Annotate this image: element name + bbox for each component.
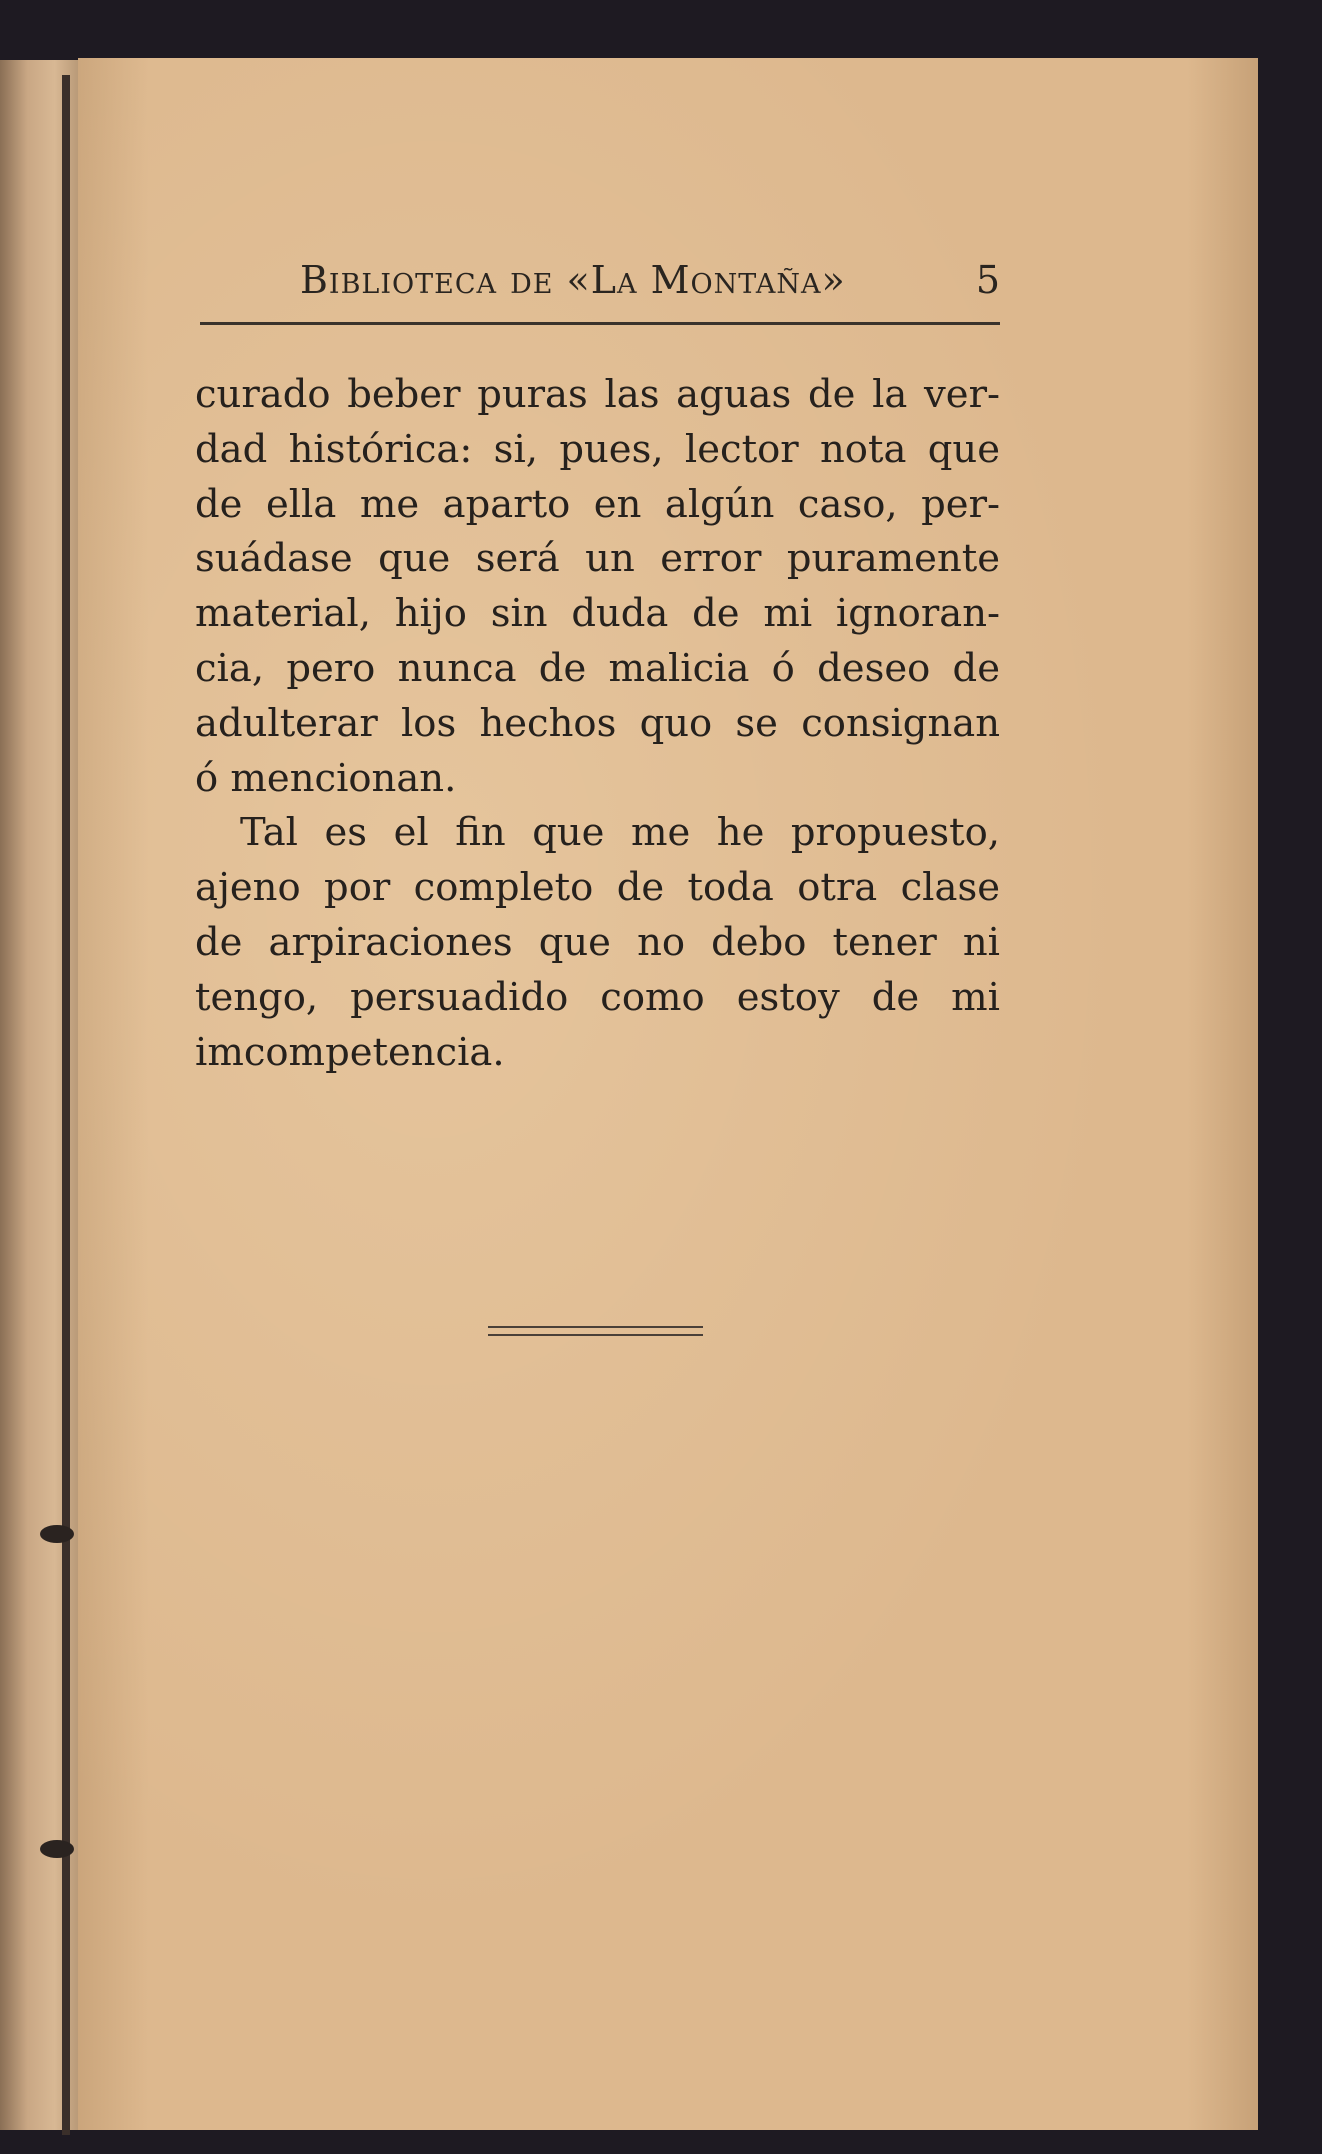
- text-line: dad histórica: si, pues, lector nota que: [195, 426, 1000, 472]
- text-line: de ella me aparto en algún caso, per-: [195, 481, 1000, 527]
- header-rule: [200, 322, 1000, 325]
- running-title: Biblioteca de «La Montaña»: [300, 258, 846, 302]
- text-line: curado beber puras las aguas de la ver-: [195, 372, 1000, 417]
- text-line: adulterar los hechos quo se consignan: [195, 700, 1000, 746]
- body-text: [195, 368, 1000, 1080]
- text-line: ó mencionan.: [195, 755, 457, 801]
- text-line: tengo, persuadido como estoy de mi: [195, 974, 1000, 1020]
- page-header: [300, 258, 1000, 308]
- text-line: cia, pero nunca de malicia ó deseo de: [195, 645, 1000, 691]
- text-line: material, hijo sin duda de mi ignoran-: [195, 591, 1000, 637]
- text-line: imcompetencia.: [195, 1029, 505, 1075]
- binding-stitch: [40, 1840, 74, 1858]
- ornamental-divider: [488, 1326, 703, 1336]
- binding-edge: [62, 75, 70, 2135]
- text-line: Tal es el fin que me he propuesto,: [240, 810, 1000, 856]
- binding-stitch: [40, 1525, 74, 1543]
- text-line: suádase que será un error puramente: [195, 536, 1000, 582]
- text-line: ajeno por completo de toda otra clase: [195, 865, 1000, 911]
- page-number: 5: [975, 258, 1000, 302]
- text-line: de arpiraciones que no debo tener ni: [195, 919, 1000, 965]
